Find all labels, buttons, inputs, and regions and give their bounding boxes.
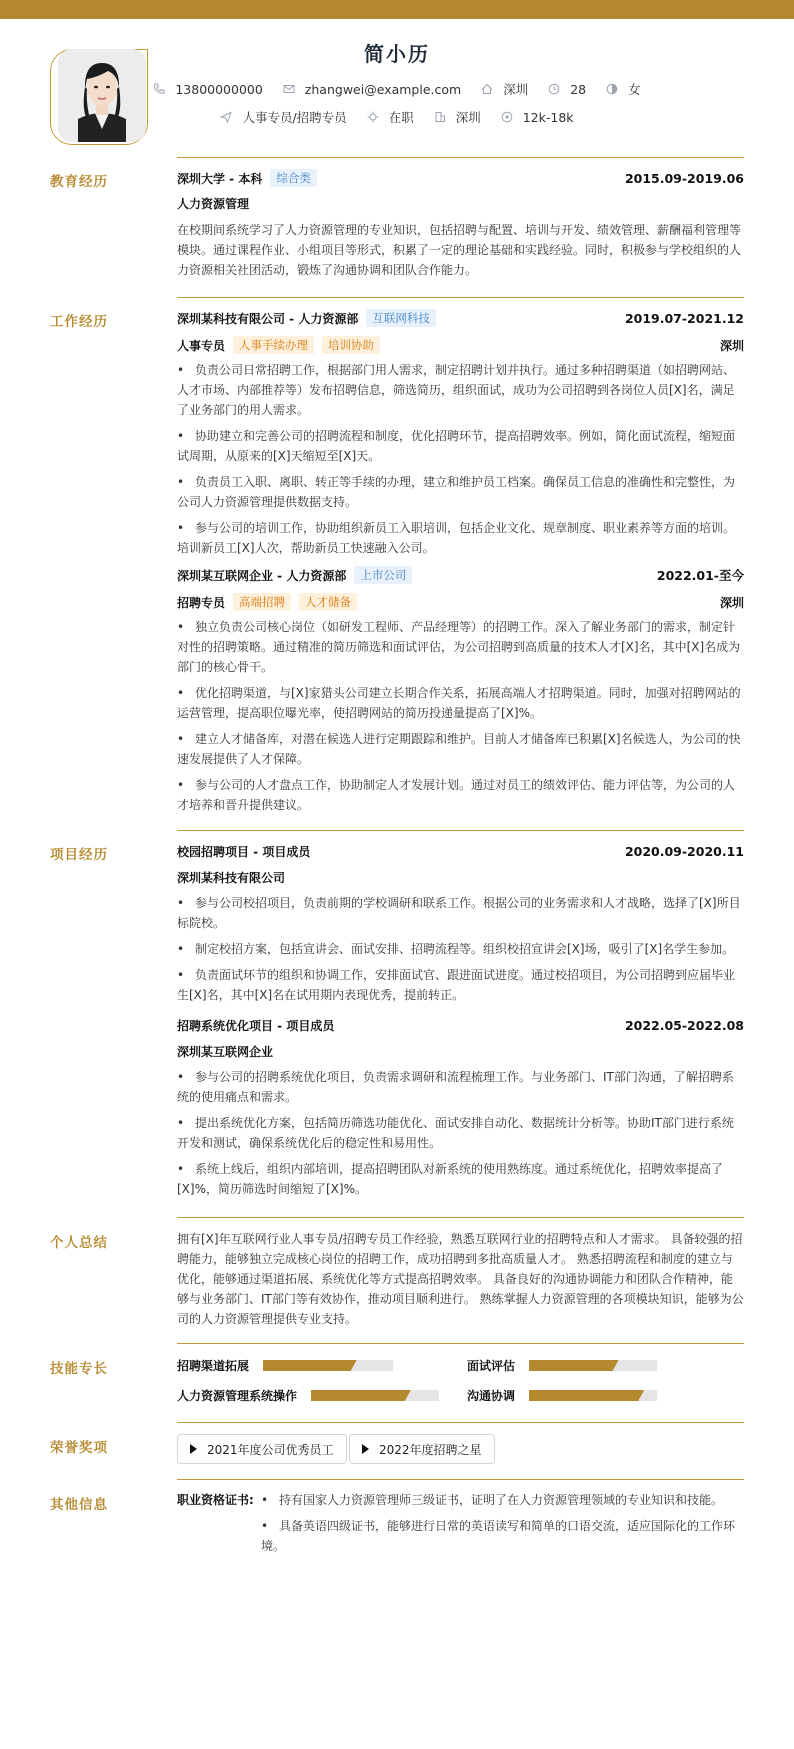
role-tag: 人才储备 — [299, 593, 357, 611]
list-item: • 负责面试环节的组织和协调工作，安排面试官、跟进面试进度。通过校招项目，为公司招聘到应届毕业生[X]名，其中[X]名在试用期内表现优秀，提前转正。 — [177, 968, 736, 1002]
summary-divider — [177, 1217, 744, 1218]
email-item — [283, 82, 461, 97]
other-bullets — [261, 1490, 744, 1562]
skill-bar-fill — [263, 1360, 357, 1371]
work-section-title: 工作经历 — [50, 314, 108, 330]
project-date: 2022.05-2022.08 — [624, 1017, 744, 1033]
gender-icon — [606, 83, 618, 95]
project-date: 2020.09-2020.11 — [624, 843, 744, 859]
project-bullets — [177, 893, 744, 1005]
top-accent-bar — [0, 0, 794, 19]
skill-bar — [311, 1390, 439, 1401]
awards-divider — [177, 1422, 744, 1423]
education-description: 在校期间系统学习了人力资源管理的专业知识，包括招聘与配置、培训与开发、绩效管理、薪酬福利管理等模块。通过课程作业、小组项目等形式，积累了一定的理论基础和实践经验。同时，积极参与学校组织的人力资源相关社团活动，锻炼了沟通协调和团队合作能力。 — [177, 223, 742, 277]
play-icon — [362, 1444, 369, 1454]
education-section-title: 教育经历 — [50, 174, 108, 190]
phone-text: 13800000000 — [175, 81, 263, 97]
project-block-1 — [177, 841, 744, 1011]
skill-item — [177, 1387, 439, 1404]
award-chip — [177, 1434, 347, 1464]
project-section-title: 项目经历 — [50, 847, 108, 863]
skill-name: 人力资源管理系统操作 — [177, 1389, 298, 1403]
home-icon — [481, 83, 493, 95]
skill-item — [467, 1387, 657, 1404]
summary-text: 拥有[X]年互联网行业人事专员/招聘专员工作经验，熟悉互联网行业的招聘特点和人才需求。 具备较强的招聘能力，能够独立完成核心岗位的招聘工作，成功招聘到多批高质量人才。 熟悉招聘流程和制度的建立与优化，能够通过渠道拓展、系统优化等方式提高招聘效率。 具备良好的沟通协调能力和团队合作精神，能够与业务部门、IT部门等有效协作，推动项目顺利进行。 熟练掌握人力资源管理的各项模块知识，能够为公司的人力资源管理提供专业支持。 — [177, 1232, 744, 1326]
work-bullets — [177, 617, 744, 815]
skill-item — [177, 1357, 393, 1374]
skill-bar-fill — [529, 1390, 644, 1401]
school-name: 深圳大学 - 本科 — [177, 171, 263, 186]
list-item: • 参与公司的培训工作，协助组织新员工入职培训，包括企业文化、规章制度、职业素养等方面的培训。培训新员工[X]人次，帮助新员工快速融入公司。 — [177, 521, 736, 555]
list-item: • 提出系统优化方案，包括简历筛选功能优化、面试安排自动化、数据统计分析等。协助IT部门进行系统开发和测试，确保系统优化后的稳定性和易用性。 — [177, 1116, 734, 1150]
phone-icon — [153, 83, 165, 95]
email-text: zhangwei@example.com — [304, 81, 462, 97]
city-item — [434, 108, 481, 126]
job-location: 深圳 — [719, 595, 744, 610]
age-text: 28 — [570, 81, 587, 97]
summary-section-title: 个人总结 — [50, 1235, 108, 1251]
education-divider — [177, 157, 744, 158]
contact-row — [0, 80, 794, 98]
project-org: 深圳某互联网企业 — [177, 1045, 274, 1059]
summary-block — [177, 1229, 744, 1329]
role-tag: 高端招聘 — [233, 593, 291, 611]
status-item — [367, 108, 414, 126]
list-item: • 参与公司的招聘系统优化项目，负责需求调研和流程梳理工作。与业务部门、IT部门沟通，了解招聘系统的使用痛点和需求。 — [177, 1070, 734, 1104]
skill-bar-fill — [529, 1360, 619, 1371]
award-label: 2021年度公司优秀员工 — [207, 1442, 334, 1457]
award-chip — [349, 1434, 495, 1464]
candidate-name: 简小历 — [364, 42, 430, 66]
job-role: 人事专员 — [177, 338, 226, 353]
skill-name: 沟通协调 — [467, 1389, 516, 1403]
other-divider — [177, 1479, 744, 1480]
phone-item — [153, 82, 262, 97]
skills-divider — [177, 1343, 744, 1344]
building-icon — [434, 111, 446, 123]
skill-item — [467, 1357, 657, 1374]
skill-name: 招聘渠道拓展 — [177, 1359, 250, 1373]
job-role: 招聘专员 — [177, 595, 226, 610]
award-label: 2022年度招聘之星 — [379, 1442, 482, 1457]
gender-item — [606, 80, 641, 98]
list-item: • 参与公司的人才盘点工作，协助制定人才发展计划。通过对员工的绩效评估、能力评估等，为公司的人才培养和晋升提供建议。 — [177, 778, 736, 812]
work-block-2 — [177, 565, 744, 821]
education-date: 2015.09-2019.06 — [624, 170, 744, 186]
money-icon — [501, 111, 513, 123]
project-org: 深圳某科技有限公司 — [177, 871, 286, 885]
list-item: • 建立人才储备库，对潜在候选人进行定期跟踪和维护。目前人才储备库已积累[X]名候选人，为公司的快速发展提供了人才保障。 — [177, 732, 741, 766]
city-text: 深圳 — [455, 110, 481, 125]
company-name: 深圳某互联网企业 - 人力资源部 — [177, 568, 347, 583]
company-tag: 互联网科技 — [366, 309, 436, 327]
skill-bar — [529, 1390, 657, 1401]
list-item: • 参与公司校招项目，负责前期的学校调研和联系工作。根据公司的业务需求和人才战略，选择了[X]所目标院校。 — [177, 896, 741, 930]
skill-name: 面试评估 — [467, 1359, 516, 1373]
clock-icon — [548, 83, 560, 95]
list-item: • 持有国家人力资源管理师三级证书，证明了在人力资源管理领域的专业知识和技能。 — [261, 1493, 724, 1507]
project-title: 招聘系统优化项目 - 项目成员 — [177, 1018, 335, 1033]
education-block — [177, 168, 744, 280]
school-tag: 综合类 — [270, 169, 317, 187]
major: 人力资源管理 — [177, 197, 250, 211]
work-bullets — [177, 360, 744, 558]
awards-section-title: 荣誉奖项 — [50, 1440, 108, 1456]
project-bullets — [177, 1067, 744, 1199]
role-tag: 人事手续办理 — [233, 336, 314, 354]
other-block — [177, 1490, 744, 1562]
status-text: 在职 — [388, 110, 414, 125]
play-icon — [190, 1444, 197, 1454]
hometown-item — [481, 80, 528, 98]
list-item: • 负责员工入职、离职、转正等手续的办理，建立和维护员工档案。确保员工信息的准确性和完整性，为公司人力资源管理提供数据支持。 — [177, 475, 736, 509]
gender-text: 女 — [628, 82, 641, 97]
company-tag: 上市公司 — [354, 566, 412, 584]
work-block-1 — [177, 308, 744, 564]
list-item: • 制定校招方案，包括宣讲会、面试安排、招聘流程等。组织校招宣讲会[X]场，吸引了[X]名学生参加。 — [177, 942, 735, 956]
work-date: 2019.07-2021.12 — [624, 310, 744, 326]
age-item — [548, 82, 586, 97]
mail-icon — [283, 83, 295, 95]
role-tag: 培训协助 — [322, 336, 380, 354]
list-item: • 负责公司日常招聘工作，根据部门用人需求，制定招聘计划并执行。通过多种招聘渠道（如招聘网站、人才市场、内部推荐等）发布招聘信息，筛选简历，组织面试，成功为公司招聘到各岗位人员[X]名，满足了业务部门的用人需求。 — [177, 363, 736, 417]
project-divider — [177, 830, 744, 831]
project-title: 校园招聘项目 - 项目成员 — [177, 844, 311, 859]
other-label: 职业资格证书: — [177, 1493, 254, 1507]
send-icon — [220, 111, 232, 123]
skill-bar-fill — [311, 1390, 411, 1401]
company-name: 深圳某科技有限公司 - 人力资源部 — [177, 311, 359, 326]
salary-text: 12k-18k — [522, 109, 574, 125]
skill-bar — [529, 1360, 657, 1371]
job-location: 深圳 — [719, 338, 744, 353]
list-item: • 优化招聘渠道，与[X]家猎头公司建立长期合作关系，拓展高端人才招聘渠道。同时，加强对招聘网站的运营管理，提高职位曝光率，使招聘网站的简历投递量提高了[X]%。 — [177, 686, 741, 720]
work-divider — [177, 297, 744, 298]
salary-item — [501, 110, 574, 125]
skills-section-title: 技能专长 — [50, 1361, 108, 1377]
hometown-text: 深圳 — [503, 82, 529, 97]
work-date: 2022.01-至今 — [656, 568, 744, 583]
job-intent-row — [0, 108, 794, 126]
other-section-title: 其他信息 — [50, 1497, 108, 1513]
list-item: • 系统上线后，组织内部培训，提高招聘团队对新系统的使用熟练度。通过系统优化，招聘效率提高了[X]%，简历筛选时间缩短了[X]%。 — [177, 1162, 724, 1196]
list-item: • 独立负责公司核心岗位（如研发工程师、产品经理等）的招聘工作。深入了解业务部门的需求，制定针对性的招聘策略。通过精准的简历筛选和面试评估，为公司招聘到高质量的技术人才[X]名，其中[X]名成为部门的核心骨干。 — [177, 620, 741, 674]
project-block-2 — [177, 1015, 744, 1205]
list-item: • 协助建立和完善公司的招聘流程和制度，优化招聘环节，提高招聘效率。例如，简化面试流程，缩短面试周期，从原来的[X]天缩短至[X]天。 — [177, 429, 736, 463]
skill-bar — [263, 1360, 393, 1371]
status-icon — [367, 111, 379, 123]
list-item: • 具备英语四级证书，能够进行日常的英语读写和简单的口语交流，适应国际化的工作环境。 — [261, 1519, 736, 1553]
position-text: 人事专员/招聘专员 — [242, 110, 347, 125]
position-item — [220, 108, 346, 126]
